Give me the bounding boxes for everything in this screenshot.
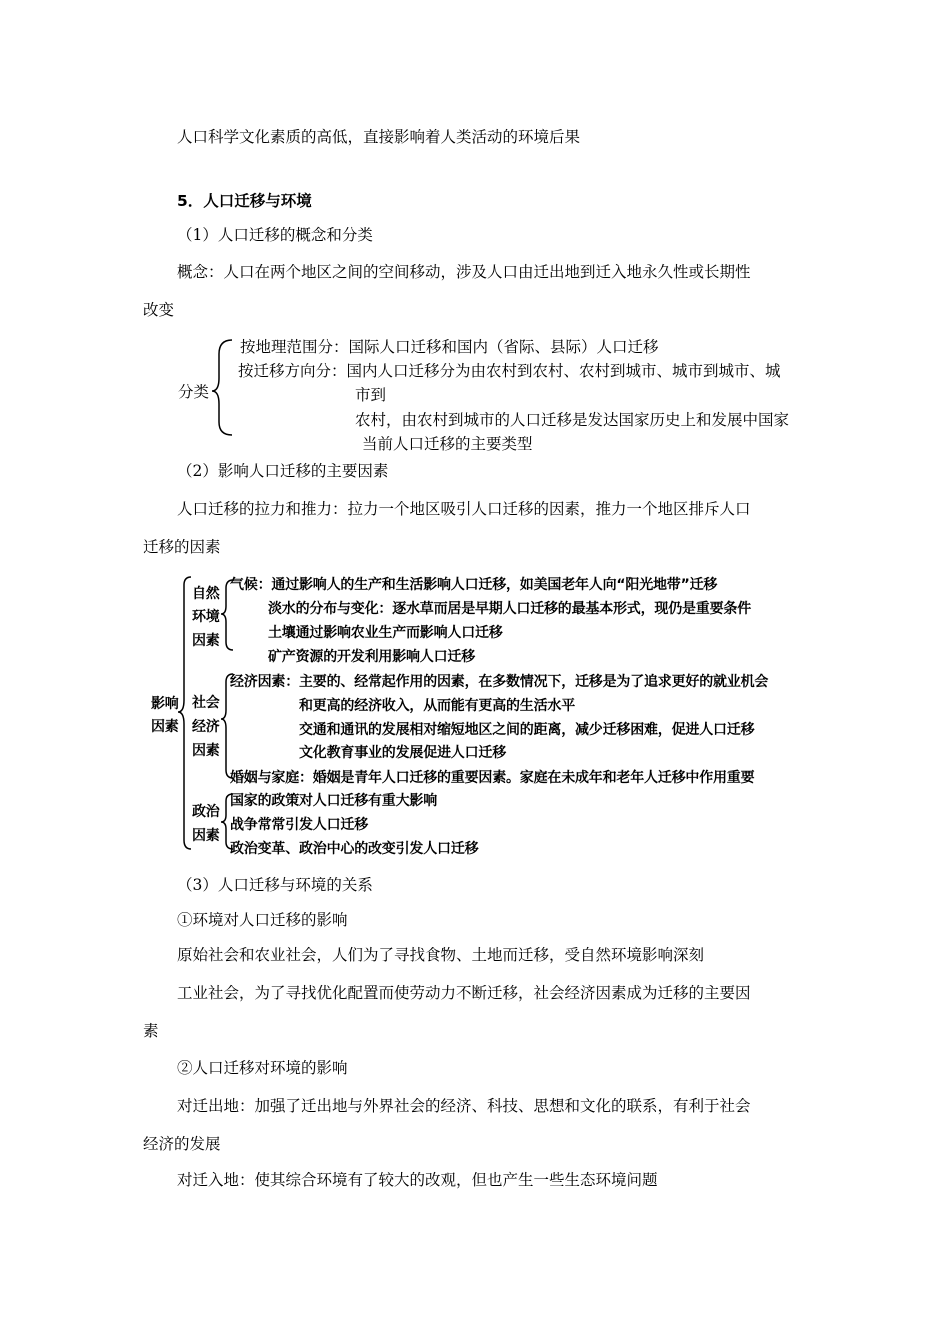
natural-climate: 气候：通过影响人的生产和生活影响人口迁移，如美国老年人向“阳光地带”迁移 <box>230 577 718 593</box>
political-label-1: 政治 <box>192 804 220 820</box>
transport-factor: 交通和通讯的发展相对缩短地区之间的距离，减少迁移困难，促进人口迁移 <box>299 722 755 738</box>
political-change: 政治变革、政治中心的改变引发人口迁移 <box>230 841 479 857</box>
subheading-migration-environment: （3）人口迁移与环境的关系 <box>177 876 373 894</box>
classification-direction-cont-2: 农村，由农村到城市的人口迁移是发达国家历史上和发展中国家 <box>355 411 790 429</box>
education-factor: 文化教育事业的发展促进人口迁移 <box>299 745 506 761</box>
natural-water: 淡水的分布与变化：逐水草而居是早期人口迁移的最基本形式，现仍是重要条件 <box>268 601 751 617</box>
concept-line-2: 改变 <box>143 301 175 319</box>
outflow-line-2: 经济的发展 <box>143 1135 221 1153</box>
natural-minerals: 矿产资源的开发利用影响人口迁移 <box>268 649 475 665</box>
subheading-env-on-migration: ①环境对人口迁移的影响 <box>177 911 348 929</box>
outflow-line-1: 对迁出地：加强了迁出地与外界社会的经济、科技、思想和文化的联系，有利于社会 <box>177 1097 751 1115</box>
section-heading-5: 5．人口迁移与环境 <box>177 192 312 210</box>
concept-line-1: 概念：人口在两个地区之间的空间移动，涉及人口由迁出地到迁入地永久性或长期性 <box>177 263 751 281</box>
classification-by-direction: 按迁移方向分：国内人口迁移分为由农村到农村、农村到城市、城市到城市、城 <box>238 362 781 380</box>
classification-label: 分类 <box>178 383 210 401</box>
political-policy: 国家的政策对人口迁移有重大影响 <box>230 793 437 809</box>
economic-factor: 经济因素：主要的、经常起作用的因素，在多数情况下，迁移是为了追求更好的就业机会 <box>230 674 769 690</box>
classification-direction-cont-1: 市到 <box>355 386 387 404</box>
social-label-1: 社会 <box>192 695 220 711</box>
economic-factor-cont: 和更高的经济收入，从而能有更高的生活水平 <box>299 698 575 714</box>
political-label-2: 因素 <box>192 828 220 844</box>
natural-label-2: 环境 <box>192 609 220 625</box>
natural-label-3: 因素 <box>192 633 220 649</box>
factors-root-label-1: 影响 <box>151 696 179 712</box>
pull-push-line-2: 迁移的因素 <box>143 538 221 556</box>
factors-root-label-2: 因素 <box>151 719 179 735</box>
classification-direction-cont-3: 当前人口迁移的主要类型 <box>362 435 533 453</box>
marriage-factor: 婚姻与家庭：婚姻是青年人口迁移的重要因素。家庭在未成年和老年人迁移中作用重要 <box>230 770 755 786</box>
inflow-paragraph: 对迁入地：使其综合环境有了较大的改观，但也产生一些生态环境问题 <box>177 1171 658 1189</box>
social-label-2: 经济 <box>192 719 220 735</box>
subheading-migration-on-env: ②人口迁移对环境的影响 <box>177 1059 348 1077</box>
subheading-migration-factors: （2）影响人口迁移的主要因素 <box>177 462 389 480</box>
industrial-society-line-2: 素 <box>143 1022 159 1040</box>
political-war: 战争常常引发人口迁移 <box>230 817 368 833</box>
primitive-society-paragraph: 原始社会和农业社会，人们为了寻找食物、土地而迁移，受自然环境影响深刻 <box>177 946 705 964</box>
natural-label-1: 自然 <box>192 586 220 602</box>
natural-soil: 土壤通过影响农业生产而影响人口迁移 <box>268 625 503 641</box>
subheading-concept-classification: （1）人口迁移的概念和分类 <box>177 226 373 244</box>
social-label-3: 因素 <box>192 743 220 759</box>
classification-by-geography: 按地理范围分：国际人口迁移和国内（省际、县际）人口迁移 <box>240 338 659 356</box>
industrial-society-line-1: 工业社会，为了寻找优化配置而使劳动力不断迁移，社会经济因素成为迁移的主要因 <box>177 984 751 1002</box>
paragraph-env-consequence: 人口科学文化素质的高低，直接影响着人类活动的环境后果 <box>177 128 581 146</box>
pull-push-line-1: 人口迁移的拉力和推力：拉力一个地区吸引人口迁移的因素，推力一个地区排斥人口 <box>177 500 751 518</box>
